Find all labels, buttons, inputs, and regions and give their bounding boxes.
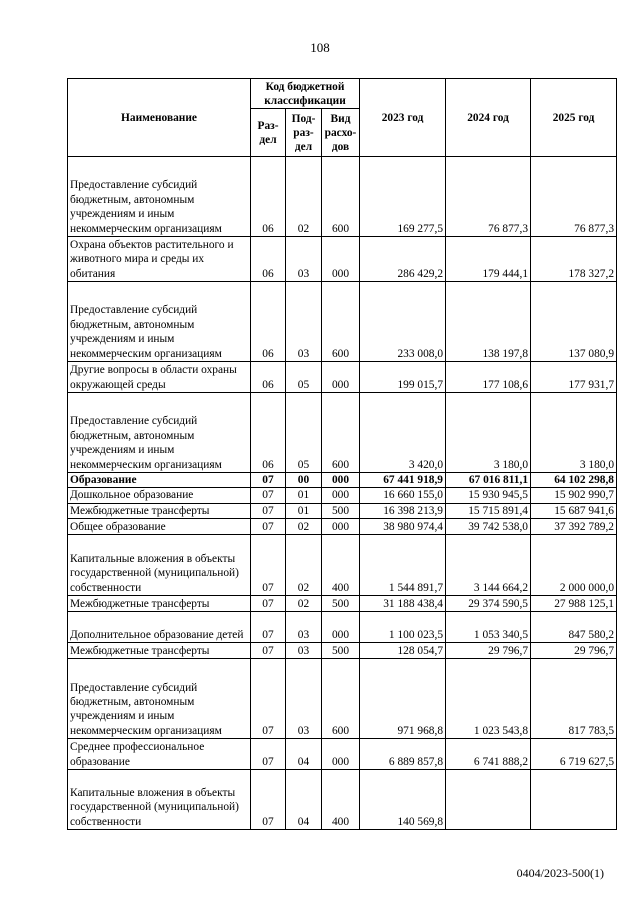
- row-section: 07: [251, 643, 286, 659]
- row-name: Охрана объектов растительного и животного мира и среды их обитания: [68, 237, 251, 282]
- table-row: [68, 282, 617, 362]
- row-expense-type: 000: [322, 488, 360, 503]
- row-value-2024: 6 741 888,2: [446, 739, 531, 770]
- row-section: 06: [251, 157, 286, 237]
- row-expense-type: 600: [322, 282, 360, 362]
- row-subsection: 03: [286, 237, 322, 282]
- row-value-2023: 169 277,5: [360, 157, 446, 237]
- table-row: [68, 535, 617, 596]
- row-value-2023: 31 188 438,4: [360, 596, 446, 612]
- row-expense-type: 000: [322, 519, 360, 535]
- row-value-2023: 38 980 974,4: [360, 519, 446, 535]
- row-value-2025: 3 180,0: [531, 393, 617, 473]
- row-subsection: 05: [286, 362, 322, 393]
- header-expense-type: Вид расхо-дов: [322, 109, 360, 157]
- row-expense-type: 500: [322, 643, 360, 659]
- row-name: Межбюджетные трансферты: [68, 503, 251, 518]
- row-section: 07: [251, 659, 286, 739]
- row-subsection: 04: [286, 739, 322, 770]
- row-subsection: 03: [286, 612, 322, 643]
- row-section: 07: [251, 739, 286, 770]
- row-value-2024: 67 016 811,1: [446, 473, 531, 488]
- row-subsection: 02: [286, 157, 322, 237]
- row-expense-type: 600: [322, 157, 360, 237]
- row-value-2025: 2 000 000,0: [531, 535, 617, 596]
- row-value-2025: 15 687 941,6: [531, 503, 617, 518]
- header-code-group: Код бюджетной классификации: [251, 79, 360, 109]
- row-value-2023: 971 968,8: [360, 659, 446, 739]
- row-value-2025: 37 392 789,2: [531, 519, 617, 535]
- row-section: 06: [251, 237, 286, 282]
- table-row: [68, 739, 617, 770]
- row-value-2023: 199 015,7: [360, 362, 446, 393]
- row-subsection: 03: [286, 659, 322, 739]
- row-section: 07: [251, 535, 286, 596]
- row-section: 07: [251, 503, 286, 518]
- row-value-2024: 1 053 340,5: [446, 612, 531, 643]
- budget-table: [67, 78, 617, 830]
- row-expense-type: 000: [322, 739, 360, 770]
- row-value-2023: 6 889 857,8: [360, 739, 446, 770]
- header-name: Наименование: [68, 79, 251, 157]
- row-section: 07: [251, 612, 286, 643]
- row-value-2025: [531, 770, 617, 830]
- row-name: Другие вопросы в области охраны окружающей среды: [68, 362, 251, 393]
- row-value-2023: 233 008,0: [360, 282, 446, 362]
- row-expense-type: 000: [322, 612, 360, 643]
- row-expense-type: 000: [322, 473, 360, 488]
- row-name: Дошкольное образование: [68, 488, 251, 503]
- row-value-2023: 3 420,0: [360, 393, 446, 473]
- row-subsection: 00: [286, 473, 322, 488]
- row-expense-type: 600: [322, 659, 360, 739]
- row-expense-type: 500: [322, 503, 360, 518]
- row-value-2024: 29 374 590,5: [446, 596, 531, 612]
- row-section: 06: [251, 362, 286, 393]
- row-subsection: 02: [286, 519, 322, 535]
- row-value-2025: 64 102 298,8: [531, 473, 617, 488]
- table-row: [68, 362, 617, 393]
- table-row: [68, 643, 617, 659]
- row-value-2023: 140 569,8: [360, 770, 446, 830]
- row-subsection: 03: [286, 282, 322, 362]
- row-expense-type: 000: [322, 237, 360, 282]
- row-name: Предоставление субсидий бюджетным, автономным учреждениям и иным некоммерческим организациям: [68, 282, 251, 362]
- row-expense-type: 400: [322, 535, 360, 596]
- row-value-2024: [446, 770, 531, 830]
- table-row: [68, 503, 617, 518]
- row-value-2025: 27 988 125,1: [531, 596, 617, 612]
- table-row: [68, 393, 617, 473]
- row-value-2024: 29 796,7: [446, 643, 531, 659]
- row-value-2025: 817 783,5: [531, 659, 617, 739]
- table-row: [68, 612, 617, 643]
- table-row: [68, 237, 617, 282]
- table-row: [68, 473, 617, 488]
- row-expense-type: 400: [322, 770, 360, 830]
- table-row: [68, 519, 617, 535]
- row-value-2023: 286 429,2: [360, 237, 446, 282]
- page-number: 108: [310, 40, 330, 55]
- row-name: Предоставление субсидий бюджетным, автономным учреждениям и иным некоммерческим организациям: [68, 659, 251, 739]
- table-row: [68, 488, 617, 503]
- row-subsection: 02: [286, 596, 322, 612]
- table-row: [68, 659, 617, 739]
- row-expense-type: 000: [322, 362, 360, 393]
- row-value-2023: 1 544 891,7: [360, 535, 446, 596]
- row-name: Капитальные вложения в объекты государственной (муниципальной) собственности: [68, 770, 251, 830]
- table-row: [68, 157, 617, 237]
- row-value-2024: 39 742 538,0: [446, 519, 531, 535]
- row-value-2023: 67 441 918,9: [360, 473, 446, 488]
- table-row: [68, 770, 617, 830]
- row-value-2024: 177 108,6: [446, 362, 531, 393]
- row-section: 07: [251, 519, 286, 535]
- row-value-2025: 178 327,2: [531, 237, 617, 282]
- row-value-2025: 15 902 990,7: [531, 488, 617, 503]
- row-value-2024: 15 715 891,4: [446, 503, 531, 518]
- row-section: 07: [251, 770, 286, 830]
- row-section: 06: [251, 282, 286, 362]
- row-section: 07: [251, 488, 286, 503]
- row-section: 06: [251, 393, 286, 473]
- row-value-2025: 76 877,3: [531, 157, 617, 237]
- row-name: Межбюджетные трансферты: [68, 643, 251, 659]
- row-subsection: 05: [286, 393, 322, 473]
- row-value-2023: 16 398 213,9: [360, 503, 446, 518]
- row-expense-type: 500: [322, 596, 360, 612]
- table-row: [68, 596, 617, 612]
- row-subsection: 04: [286, 770, 322, 830]
- row-subsection: 02: [286, 535, 322, 596]
- row-name: Дополнительное образование детей: [68, 612, 251, 643]
- row-section: 07: [251, 473, 286, 488]
- row-value-2025: 6 719 627,5: [531, 739, 617, 770]
- row-subsection: 03: [286, 643, 322, 659]
- row-value-2023: 128 054,7: [360, 643, 446, 659]
- row-value-2025: 137 080,9: [531, 282, 617, 362]
- row-value-2025: 177 931,7: [531, 362, 617, 393]
- row-value-2024: 3 144 664,2: [446, 535, 531, 596]
- row-value-2024: 1 023 543,8: [446, 659, 531, 739]
- row-name: Капитальные вложения в объекты государственной (муниципальной) собственности: [68, 535, 251, 596]
- row-name: Общее образование: [68, 519, 251, 535]
- header-section: Раз-дел: [251, 109, 286, 157]
- row-name: Межбюджетные трансферты: [68, 596, 251, 612]
- row-value-2024: 138 197,8: [446, 282, 531, 362]
- row-name: Среднее профессиональное образование: [68, 739, 251, 770]
- header-2024: 2024 год: [446, 79, 531, 157]
- row-value-2025: 847 580,2: [531, 612, 617, 643]
- header-2023: 2023 год: [360, 79, 446, 157]
- row-value-2023: 1 100 023,5: [360, 612, 446, 643]
- row-value-2024: 179 444,1: [446, 237, 531, 282]
- footer-code: 0404/2023-500(1): [516, 866, 604, 880]
- header-2025: 2025 год: [531, 79, 617, 157]
- row-name: Предоставление субсидий бюджетным, автономным учреждениям и иным некоммерческим организациям: [68, 157, 251, 237]
- row-value-2024: 76 877,3: [446, 157, 531, 237]
- row-value-2025: 29 796,7: [531, 643, 617, 659]
- header-subsection: Под-раз-дел: [286, 109, 322, 157]
- row-value-2024: 15 930 945,5: [446, 488, 531, 503]
- row-section: 07: [251, 596, 286, 612]
- row-value-2023: 16 660 155,0: [360, 488, 446, 503]
- table-body: [68, 157, 617, 830]
- row-name: Предоставление субсидий бюджетным, автономным учреждениям и иным некоммерческим организациям: [68, 393, 251, 473]
- row-subsection: 01: [286, 503, 322, 518]
- row-subsection: 01: [286, 488, 322, 503]
- row-expense-type: 600: [322, 393, 360, 473]
- row-name: Образование: [68, 473, 251, 488]
- row-value-2024: 3 180,0: [446, 393, 531, 473]
